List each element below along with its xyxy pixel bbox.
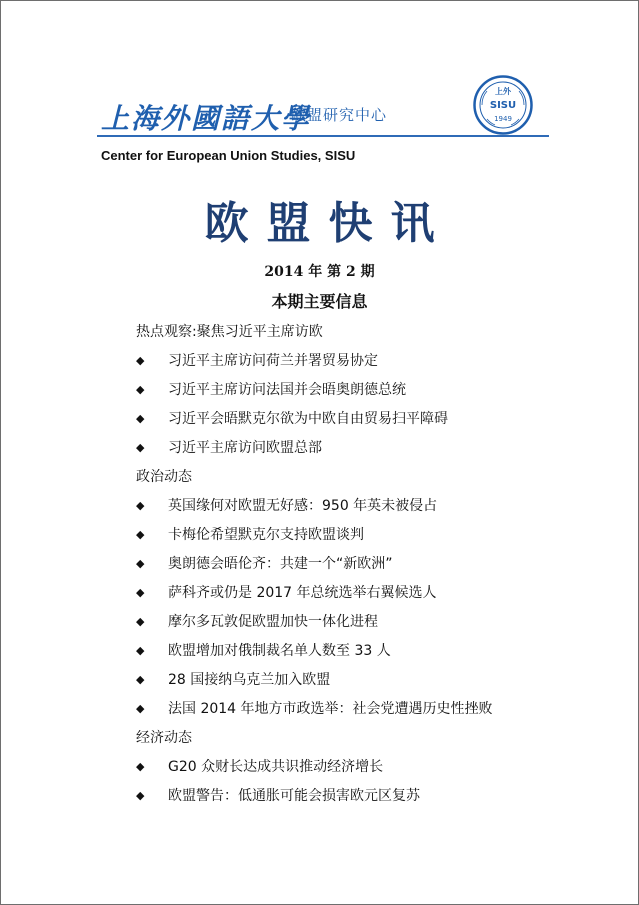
- list-item-text: 奥朗德会晤伦齐：共建一个“新欧洲”: [168, 556, 393, 572]
- list-item-text: G20 众财长达成共识推动经济增长: [168, 759, 384, 775]
- list-item: [136, 699, 576, 728]
- list-item-text: 卡梅伦希望默克尔支持欧盟谈判: [168, 527, 364, 543]
- list-item-text: 欧盟警告：低通胀可能会损害欧元区复苏: [168, 788, 420, 804]
- list-item: [136, 641, 576, 670]
- list-item: [136, 409, 576, 438]
- section-heading-economy: 经济动态: [136, 730, 192, 746]
- summary-content: [136, 322, 576, 815]
- seal-year: 1949: [494, 115, 512, 123]
- section-heading-politics: 政治动态: [136, 469, 192, 485]
- diamond-bullet-icon: ◆: [136, 528, 145, 541]
- diamond-bullet-icon: ◆: [136, 644, 145, 657]
- diamond-bullet-icon: ◆: [136, 789, 145, 802]
- diamond-bullet-icon: ◆: [136, 586, 145, 599]
- list-item: [136, 670, 576, 699]
- list-item-text: 萨科齐或仍是 2017 年总统选举右翼候选人: [168, 585, 437, 601]
- diamond-bullet-icon: ◆: [136, 702, 145, 715]
- list-item-text: 28 国接纳乌克兰加入欧盟: [168, 672, 331, 688]
- list-item-text: 习近平主席访问荷兰并署贸易协定: [168, 353, 378, 369]
- list-item: [136, 612, 576, 641]
- university-name-cn: 上海外國語大學: [101, 102, 312, 135]
- list-item: [136, 438, 576, 467]
- list-item: [136, 786, 576, 815]
- diamond-bullet-icon: ◆: [136, 760, 145, 773]
- header-divider: [97, 135, 549, 137]
- list-item: [136, 583, 576, 612]
- list-item-text: 习近平主席访问法国并会晤奥朗德总统: [168, 382, 406, 398]
- summary-title: 本期主要信息: [271, 292, 368, 311]
- diamond-bullet-icon: ◆: [136, 354, 145, 367]
- diamond-bullet-icon: ◆: [136, 383, 145, 396]
- seal-top-text: 上外: [495, 87, 511, 96]
- diamond-bullet-icon: ◆: [136, 557, 145, 570]
- seal-mid-text: SISU: [489, 100, 517, 111]
- list-item-text: 习近平主席访问欧盟总部: [168, 440, 322, 456]
- section-heading-hotspot: 热点观察:聚焦习近平主席访欧: [136, 324, 323, 340]
- list-item: [136, 525, 576, 554]
- diamond-bullet-icon: ◆: [136, 673, 145, 686]
- diamond-bullet-icon: ◆: [136, 499, 145, 512]
- diamond-bullet-icon: ◆: [136, 441, 145, 454]
- list-item: [136, 351, 576, 380]
- list-item-text: 习近平会晤默克尔欲为中欧自由贸易扫平障碍: [168, 411, 448, 427]
- list-item: [136, 554, 576, 583]
- list-item-text: 英国缘何对欧盟无好感：950 年英未被侵占: [168, 498, 438, 514]
- diamond-bullet-icon: ◆: [136, 615, 145, 628]
- issue-number: 2014 年 第 2 期: [264, 264, 375, 280]
- list-item: [136, 496, 576, 525]
- university-seal-icon: [473, 75, 533, 135]
- center-name-cn: 欧盟研究中心: [291, 106, 388, 124]
- newsletter-title: 欧盟快讯: [204, 198, 453, 249]
- list-item: [136, 757, 576, 786]
- list-item: [136, 380, 576, 409]
- list-item-text: 摩尔多瓦敦促欧盟加快一体化进程: [168, 614, 378, 630]
- list-item-text: 法国 2014 年地方市政选举：社会党遭遇历史性挫败: [168, 701, 493, 717]
- center-name-en: Center for European Union Studies, SISU: [101, 148, 356, 163]
- diamond-bullet-icon: ◆: [136, 412, 145, 425]
- list-item-text: 欧盟增加对俄制裁名单人数至 33 人: [168, 643, 391, 659]
